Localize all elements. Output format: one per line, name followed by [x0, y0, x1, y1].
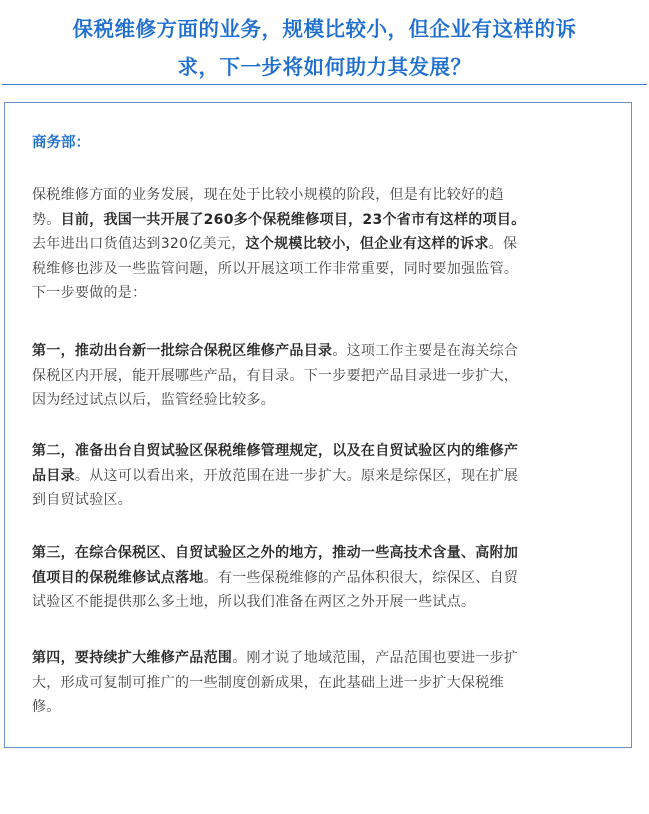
bold-text-run: 这个规模比较小，但企业有这样的诉求 — [245, 236, 489, 252]
paragraph-second-measure — [32, 439, 612, 513]
headline-line-2: 求，下一步将如何助力其发展？ — [177, 55, 472, 79]
paragraph-line — [32, 695, 612, 720]
paragraph-line — [32, 541, 612, 566]
paragraph-line — [32, 388, 612, 413]
paragraph-line — [32, 671, 612, 696]
paragraph-line — [32, 439, 612, 464]
paragraph-line — [32, 566, 612, 591]
text-run: 。这项工作主要是在海关综合 — [332, 343, 519, 359]
text-run: 去年进出口货值达到320亿美元， — [32, 236, 246, 252]
text-run: 修。 — [32, 699, 61, 715]
text-run: 下一步要做的是： — [32, 285, 147, 301]
paragraph-line — [32, 281, 612, 306]
answer-card — [4, 102, 632, 748]
bold-text-run: 第三，在综合保税区、自贸试验区之外的地方，推动一些高技术含量、高附加 — [32, 545, 519, 561]
paragraph-line — [32, 208, 612, 233]
text-run: 税维修也涉及一些监管问题，所以开展这项工作非常重要，同时要加强监管。 — [32, 260, 519, 277]
bold-text-run: 第四，要持续扩大维修产品范围 — [32, 650, 233, 666]
text-run: 保税区内开展，能开展哪些产品，有目录。下一步要把产品目录进一步扩大， — [32, 367, 519, 384]
paragraph-line — [32, 232, 612, 257]
paragraph-third-measure — [32, 541, 612, 615]
text-run: 。保 — [488, 236, 518, 252]
headline-divider — [2, 84, 647, 85]
paragraph-line — [32, 590, 612, 615]
paragraph-line — [32, 646, 612, 671]
speaker-label: 商务部： — [32, 135, 90, 151]
paragraph-line — [32, 464, 612, 489]
bold-text-run: 第一，推动出台新一批综合保税区维修产品目录 — [32, 343, 333, 359]
bold-text-run: 目前，我国一共开展了260多个保税维修项目，23个省市有这样的项目。 — [60, 211, 526, 228]
text-run: 势。 — [32, 211, 61, 228]
bold-text-run: 品目录 — [32, 467, 75, 484]
article-headline — [0, 10, 649, 86]
headline-line-1: 保税维修方面的业务，规模比较小，但企业有这样的诉 — [72, 17, 577, 41]
text-run: 因为经过试点以后，监管经验比较多。 — [32, 392, 276, 408]
bold-text-run: 第二，准备出台自贸试验区保税维修管理规定，以及在自贸试验区内的维修产 — [32, 443, 519, 459]
paragraph-fourth-measure — [32, 646, 612, 720]
paragraph-line — [32, 257, 612, 282]
paragraph-line — [32, 364, 612, 389]
text-run: 。从这可以看出来，开放范围在进一步扩大。原来是综保区，现在扩展 — [74, 467, 519, 484]
paragraph-line — [32, 183, 612, 208]
text-run: 到自贸试验区。 — [32, 492, 133, 508]
paragraph-intro — [32, 183, 612, 306]
text-run: 试验区不能提供那么多土地，所以我们准备在两区之外开展一些试点。 — [32, 594, 476, 610]
paragraph-line — [32, 488, 612, 513]
text-run: 保税维修方面的业务发展，现在处于比较小规模的阶段，但是有比较好的趋 — [32, 187, 504, 203]
paragraph-line — [32, 339, 612, 364]
paragraph-first-measure — [32, 339, 612, 413]
bold-text-run: 值项目的保税维修试点落地 — [32, 569, 204, 586]
text-run: 大，形成可复制可推广的一些制度创新成果，在此基础上进一步扩大保税维 — [32, 674, 504, 691]
text-run: 。刚才说了地域范围，产品范围也要进一步扩 — [232, 650, 519, 666]
text-run: 。有一些保税维修的产品体积很大，综保区、自贸 — [203, 569, 519, 586]
